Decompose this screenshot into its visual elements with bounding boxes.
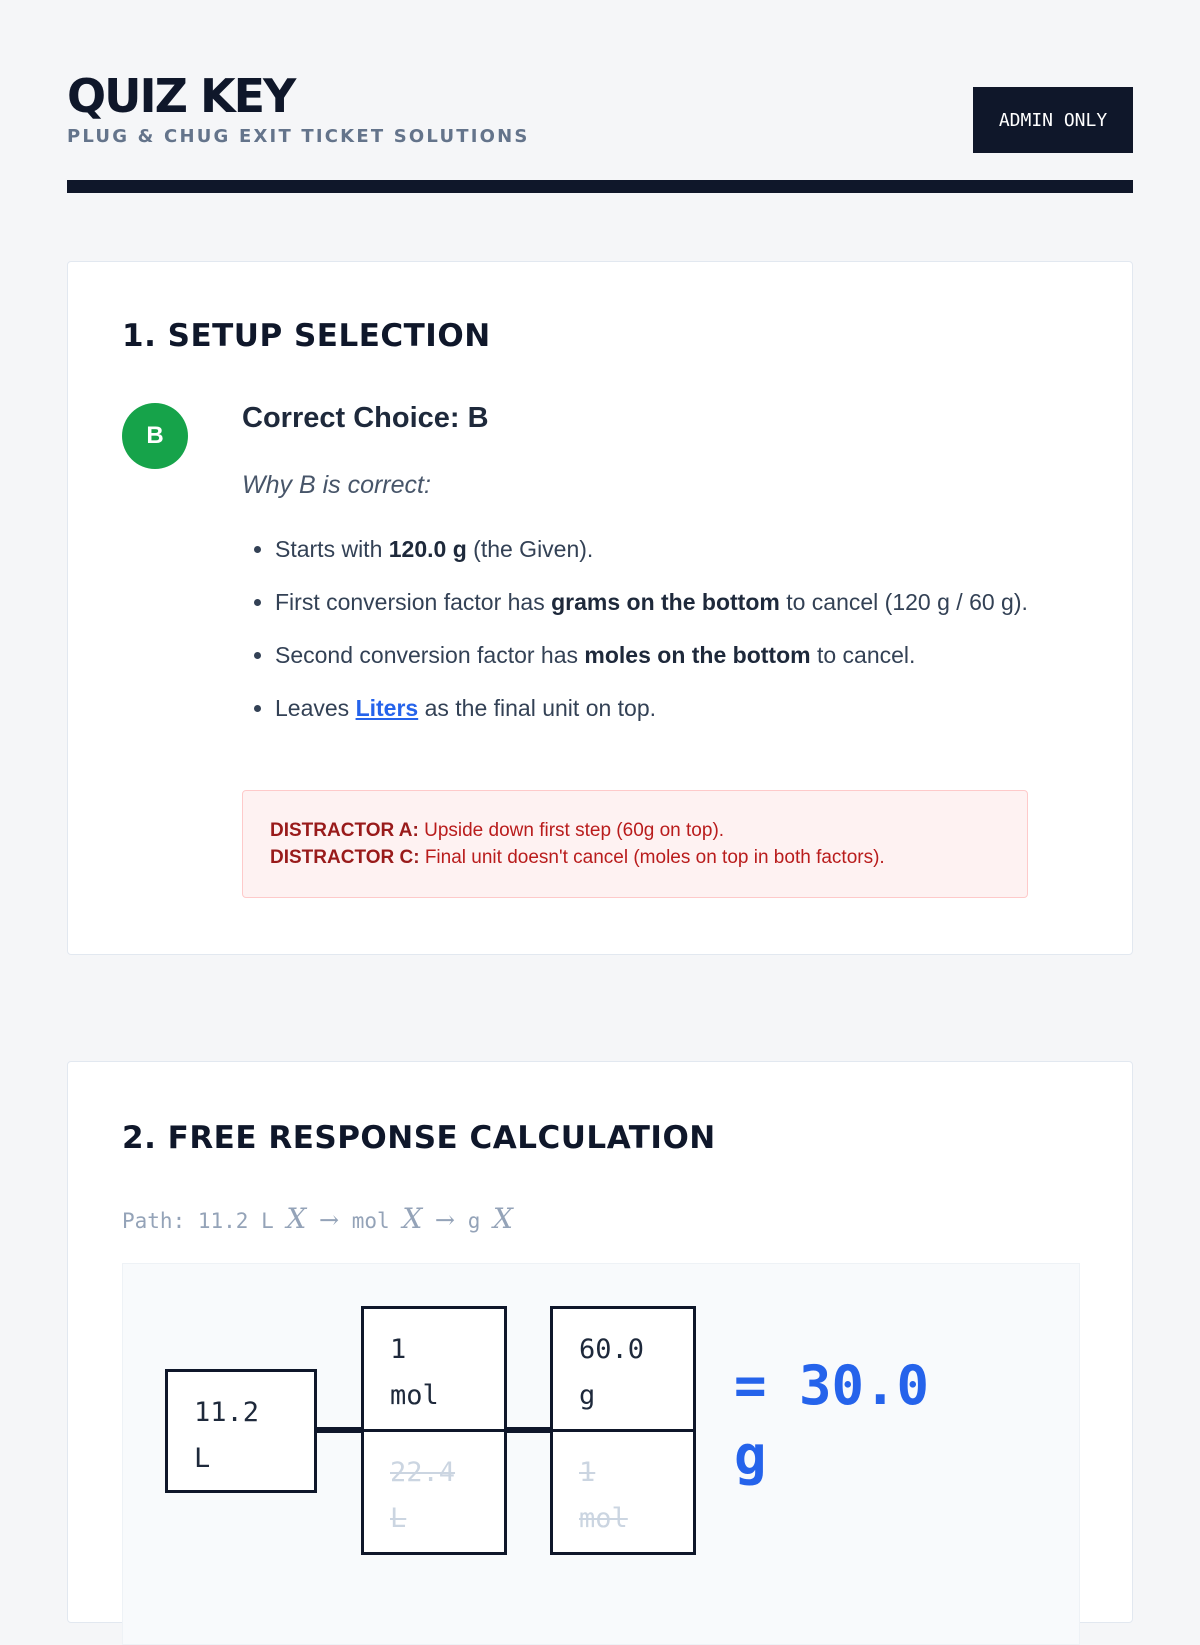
correct-choice-heading: Correct Choice: B	[242, 402, 489, 434]
setup-selection-card	[67, 261, 1133, 955]
factor2-denominator: 1 mol	[550, 1429, 696, 1555]
section-title: 1. SETUP SELECTION	[122, 318, 491, 354]
page-subtitle: PLUG & CHUG EXIT TICKET SOLUTIONS	[67, 126, 530, 147]
factor2-numerator: 60.0 g	[550, 1306, 696, 1432]
given-box: 11.2 L	[165, 1369, 317, 1493]
arrow-icon: →	[318, 1206, 340, 1234]
factor1-numerator: 1 mol	[361, 1306, 507, 1432]
why-label: Why B is correct:	[242, 471, 431, 499]
arrow-icon: →	[434, 1206, 456, 1234]
free-response-card	[67, 1061, 1133, 1623]
admin-only-badge: ADMIN ONLY	[973, 87, 1133, 153]
choice-badge: B	[122, 403, 188, 469]
factor1-denominator: 22.4 L	[361, 1429, 507, 1555]
list-item: • Second conversion factor has moles on the bottom to cancel.	[275, 642, 1042, 669]
page-header	[67, 68, 1133, 147]
distractor-c: DISTRACTOR C: Final unit doesn't cancel (moles on top in both factors).	[270, 847, 885, 868]
dimensional-analysis-grid	[122, 1263, 1080, 1645]
liters-link[interactable]: Liters	[355, 695, 419, 721]
reasons-list	[242, 536, 1042, 722]
answer-explanation	[242, 402, 1042, 748]
page-title: QUIZ KEY	[67, 69, 295, 123]
list-item: • Starts with 120.0 g (the Given).	[275, 536, 1042, 563]
distractor-a: DISTRACTOR A: Upside down first step (60g on top).	[270, 820, 725, 841]
calculation-result: = 30.0 g	[734, 1354, 930, 1487]
distractor-note	[242, 790, 1028, 898]
section-title: 2. FREE RESPONSE CALCULATION	[122, 1120, 716, 1156]
list-item: • First conversion factor has grams on the bottom to cancel (120 g / 60 g).	[275, 589, 1042, 616]
conversion-path: Path: 11.2 L X → mol X → g X	[122, 1202, 513, 1235]
header-divider	[67, 180, 1133, 193]
list-item: • Leaves Liters as the final unit on top.	[275, 695, 1042, 722]
